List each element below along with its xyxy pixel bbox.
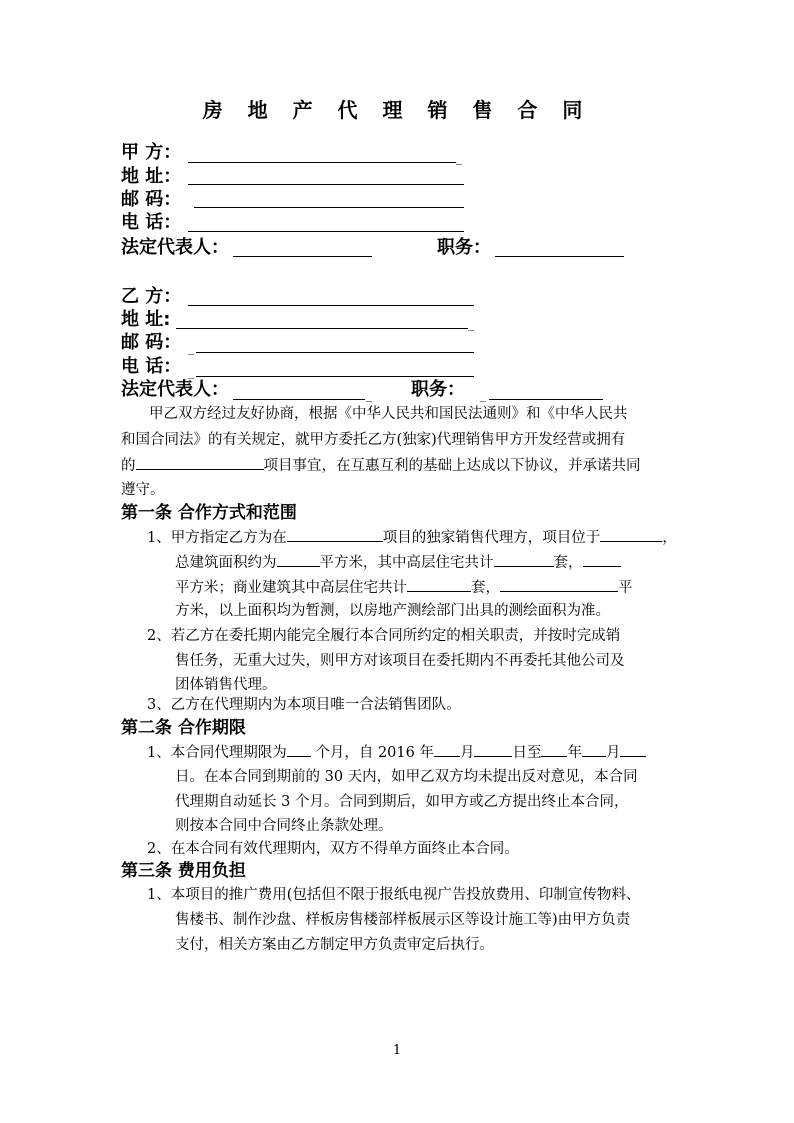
units-blank[interactable] <box>494 551 554 567</box>
party-b-rep-blank[interactable] <box>233 399 365 400</box>
project-name-blank[interactable] <box>136 454 264 470</box>
project-blank[interactable] <box>287 526 383 542</box>
underscore-mark: _ <box>480 388 486 402</box>
text: 平方米；商业建筑其中高层住宅共计 <box>175 580 407 596</box>
end-year-blank[interactable] <box>541 741 567 757</box>
article-1-item-1-line-2 <box>175 551 621 575</box>
intro-line-1: 甲乙双方经过友好协商，根据《中华人民共和国民法通则》和《中华人民共 <box>149 406 628 422</box>
party-a-address-line <box>121 165 181 189</box>
article-1-item-2-line-2: 售任务，无重大过失，则甲方对该项目在委托期内不再委托其他公司及 <box>175 653 625 669</box>
party-b-phone-blank[interactable] <box>196 376 474 377</box>
intro-line-4: 遵守。 <box>121 482 165 498</box>
text: 1、本合同代理期限为 <box>147 745 287 761</box>
party-a-postcode-line <box>121 188 181 212</box>
party-b-position-label: 职务： <box>411 379 465 400</box>
area-blank[interactable] <box>583 551 621 567</box>
text: ， <box>662 530 677 546</box>
party-b-address-label: 地 址: <box>121 309 171 330</box>
underscore-mark: _ <box>188 341 194 355</box>
party-b-label: 乙 方： <box>121 286 182 307</box>
party-b-phone-line <box>121 355 181 379</box>
end-month-blank[interactable] <box>582 741 606 757</box>
article-2-item-1-line-2: 日。在本合同到期前的 30 天内，如甲乙双方均未提出反对意见，本合同 <box>175 769 638 785</box>
article-2-heading: 第二条 合作期限 <box>121 718 246 738</box>
party-a-postcode-label: 邮 码： <box>121 189 182 210</box>
article-1-item-2-line-1: 2、若乙方在委托期内能完全履行本合同所约定的相关职责，并按时完成销 <box>147 628 621 644</box>
underscore-mark: _ <box>366 388 372 402</box>
article-2-item-1-line-1 <box>147 741 646 765</box>
text: 月 <box>459 745 475 761</box>
page-number: 1 <box>392 1043 402 1058</box>
intro-line-3 <box>121 454 641 478</box>
article-1-item-3: 3、乙方在代理期内为本项目唯一合法销售团队。 <box>147 697 461 713</box>
start-month-blank[interactable] <box>434 741 460 757</box>
party-b-postcode-label: 邮 码： <box>121 332 182 353</box>
party-a-position-line <box>437 236 491 260</box>
party-a-phone-blank[interactable] <box>188 231 464 232</box>
article-2-item-1-line-3: 代理期自动延长 3 个月。合同到期后，如甲方或乙方提出终止本合同， <box>175 794 629 810</box>
underscore-mark: _ <box>456 151 462 165</box>
party-b-position-blank[interactable] <box>489 399 603 400</box>
start-day-blank[interactable] <box>474 741 512 757</box>
location-blank[interactable] <box>600 526 662 542</box>
text: 平方米，其中高层住宅共计 <box>319 555 494 571</box>
party-a-address-label: 地 址： <box>121 166 182 187</box>
months-blank[interactable] <box>287 741 311 757</box>
article-1-item-1-line-3 <box>175 576 633 600</box>
text: 日至 <box>512 745 542 761</box>
text: 套， <box>471 580 500 596</box>
commercial-units-blank[interactable] <box>407 576 471 592</box>
article-2-item-2: 2、在本合同有效代理期内，双方不得单方面终止本合同。 <box>147 841 519 857</box>
article-1-heading: 第一条 合作方式和范围 <box>121 503 297 523</box>
party-a-name-blank[interactable] <box>188 162 456 163</box>
party-b-name-line <box>121 285 181 309</box>
article-2-item-1-line-4: 则按本合同中合同终止条款处理。 <box>175 818 393 834</box>
party-a-position-label: 职务： <box>437 237 491 258</box>
text: 月 <box>605 745 621 761</box>
party-b-postcode-line <box>121 331 181 355</box>
underscore-mark: _ <box>188 365 194 379</box>
text: 年 <box>567 745 582 761</box>
article-3-item-1-line-3: 支付，相关方案由乙方制定甲方负责审定后执行。 <box>175 937 494 953</box>
text: 套， <box>553 555 583 571</box>
party-b-phone-label: 电 话： <box>121 356 182 377</box>
article-3-item-1-line-1: 1、本项目的推广费用(包括但不限于报纸电视广告投放费用、印制宣传物料、 <box>147 887 641 903</box>
party-a-phone-label: 电 话： <box>121 212 182 233</box>
document-title: 房 地 产 代 理 销 售 合 同 <box>202 98 592 122</box>
end-day-blank[interactable] <box>620 741 646 757</box>
party-a-name-line <box>121 141 181 165</box>
text: 总建筑面积约为 <box>175 555 277 571</box>
text: 1、甲方指定乙方为在 <box>147 530 287 546</box>
party-a-rep-line <box>121 236 229 260</box>
text: 平 <box>618 580 633 596</box>
party-b-position-line <box>411 378 465 402</box>
text: 个月，自 2016 年 <box>310 745 434 761</box>
party-a-phone-line <box>121 211 181 235</box>
underscore-mark: _ <box>468 317 474 331</box>
party-a-address-blank[interactable] <box>188 184 464 185</box>
party-b-address-blank[interactable] <box>176 328 468 329</box>
article-3-heading: 第三条 费用负担 <box>121 861 246 881</box>
intro-line-3-prefix: 的 <box>121 458 136 474</box>
total-area-blank[interactable] <box>277 551 320 567</box>
article-1-item-2-line-3: 团体销售代理。 <box>175 677 277 693</box>
party-a-label: 甲 方： <box>121 142 182 163</box>
article-3-item-1-line-2: 售楼书、制作沙盘、样板房售楼部样板展示区等设计施工等)由甲方负责 <box>175 912 631 928</box>
party-a-rep-blank[interactable] <box>233 256 372 257</box>
party-a-rep-label: 法定代表人： <box>121 237 229 258</box>
commercial-area-blank[interactable] <box>500 576 618 592</box>
party-b-address-line <box>121 308 170 332</box>
party-b-rep-line <box>121 378 229 402</box>
party-b-rep-label: 法定代表人： <box>121 379 229 400</box>
article-1-item-1-line-1 <box>147 526 677 550</box>
party-b-postcode-blank[interactable] <box>196 352 474 353</box>
article-1-item-1-line-4: 方米，以上面积均为暂测，以房地产测绘部门出具的测绘面积为准。 <box>175 603 610 619</box>
intro-line-3-text: 项目事宜，在互惠互利的基础上达成以下协议，并承诺共同 <box>263 458 641 474</box>
party-a-postcode-blank[interactable] <box>194 207 464 208</box>
text: 项目的独家销售代理方，项目位于 <box>382 530 601 546</box>
party-b-name-blank[interactable] <box>188 305 474 306</box>
intro-line-2: 和国合同法》的有关规定，就甲方委托乙方(独家)代理销售甲方开发经营或拥有 <box>121 432 626 448</box>
party-a-position-blank[interactable] <box>495 256 624 257</box>
